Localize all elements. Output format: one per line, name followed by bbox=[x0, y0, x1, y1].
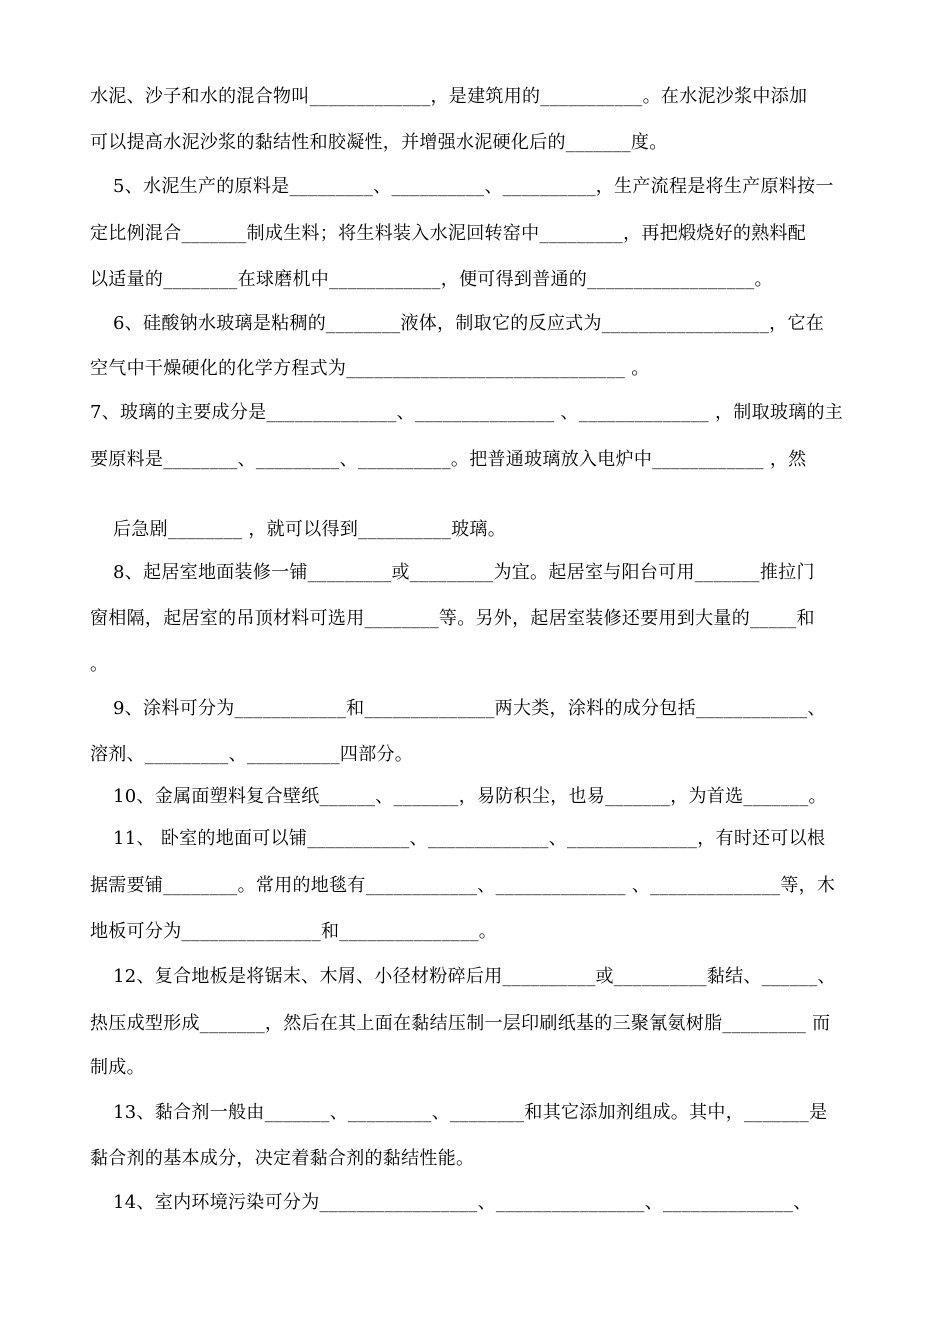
text-line: 定比例混合_______制成生料；将生料装入水泥回转窑中_________，再把煅烧好的熟料配 bbox=[90, 223, 807, 244]
question-6-line: 6、硅酸钠水玻璃是粘稠的________液体，制取它的反应式为__________________，它在 bbox=[113, 313, 825, 334]
question-5-line: 5、水泥生产的原料是_________、__________、__________，生产流程是将生产原料按一 bbox=[113, 176, 834, 197]
question-9-line: 9、涂料可分为____________和______________两大类，涂料的成分包括____________、 bbox=[113, 698, 826, 719]
text-line: 黏合剂的基本成分，决定着黏合剂的黏结性能。 bbox=[90, 1148, 475, 1169]
text-line: 窗相隔，起居室的吊顶材料可选用________等。另外，起居室装修还要用到大量的_____和 bbox=[90, 608, 815, 629]
text-line: 后急剧________ ，就可以得到__________玻璃。 bbox=[113, 519, 507, 540]
text-line: 热压成型形成_______，然后在其上面在黏结压制一层印刷纸基的三聚氰氨树脂_________ 而 bbox=[90, 1013, 831, 1034]
question-10-line: 10、金属面塑料复合壁纸______、_______，易防积尘，也易_______，为首选_______。 bbox=[113, 786, 827, 807]
question-12-line: 12、复合地板是将锯末、木屑、小径材粉碎后用__________或__________黏结、______、 bbox=[113, 966, 836, 987]
text-line: 溶剂、_________、__________四部分。 bbox=[90, 744, 414, 765]
text-line: 水泥、沙子和水的混合物叫_____________，是建筑用的___________。在水泥沙浆中添加 bbox=[90, 86, 808, 107]
question-13-line: 13、黏合剂一般由_______、_________、________和其它添加剂组成。其中，_______是 bbox=[113, 1102, 828, 1123]
question-8-line: 8、起居室地面装修一铺_________或_________为宜。起居室与阳台可用_______推拉门 bbox=[113, 562, 815, 583]
text-line: 据需要铺________。常用的地毯有____________、______________ 、______________等，木 bbox=[90, 875, 836, 896]
question-7-line: 7、玻璃的主要成分是______________、_______________ 、______________ ，制取玻璃的主 bbox=[90, 402, 844, 423]
text-line: 可以提高水泥沙浆的黏结性和胶凝性，并增强水泥硬化后的_______度。 bbox=[90, 132, 668, 153]
question-14-line: 14、室内环境污染可分为_________________、________________、______________、 bbox=[113, 1192, 812, 1213]
question-11-line: 11、 卧室的地面可以铺___________、_____________、______________，有时还可以根 bbox=[113, 828, 826, 849]
text-line: 要原料是________、_________、__________。把普通玻璃放入电炉中____________ ，然 bbox=[90, 449, 807, 470]
text-line: 。 bbox=[90, 654, 109, 675]
text-line: 地板可分为_______________和_______________。 bbox=[90, 921, 498, 942]
text-line: 制成。 bbox=[90, 1057, 145, 1078]
text-line: 以适量的________在球磨机中____________，便可得到普通的__________________。 bbox=[90, 269, 773, 290]
text-line: 空气中干燥硬化的化学方程式为______________________________ 。 bbox=[90, 358, 650, 379]
